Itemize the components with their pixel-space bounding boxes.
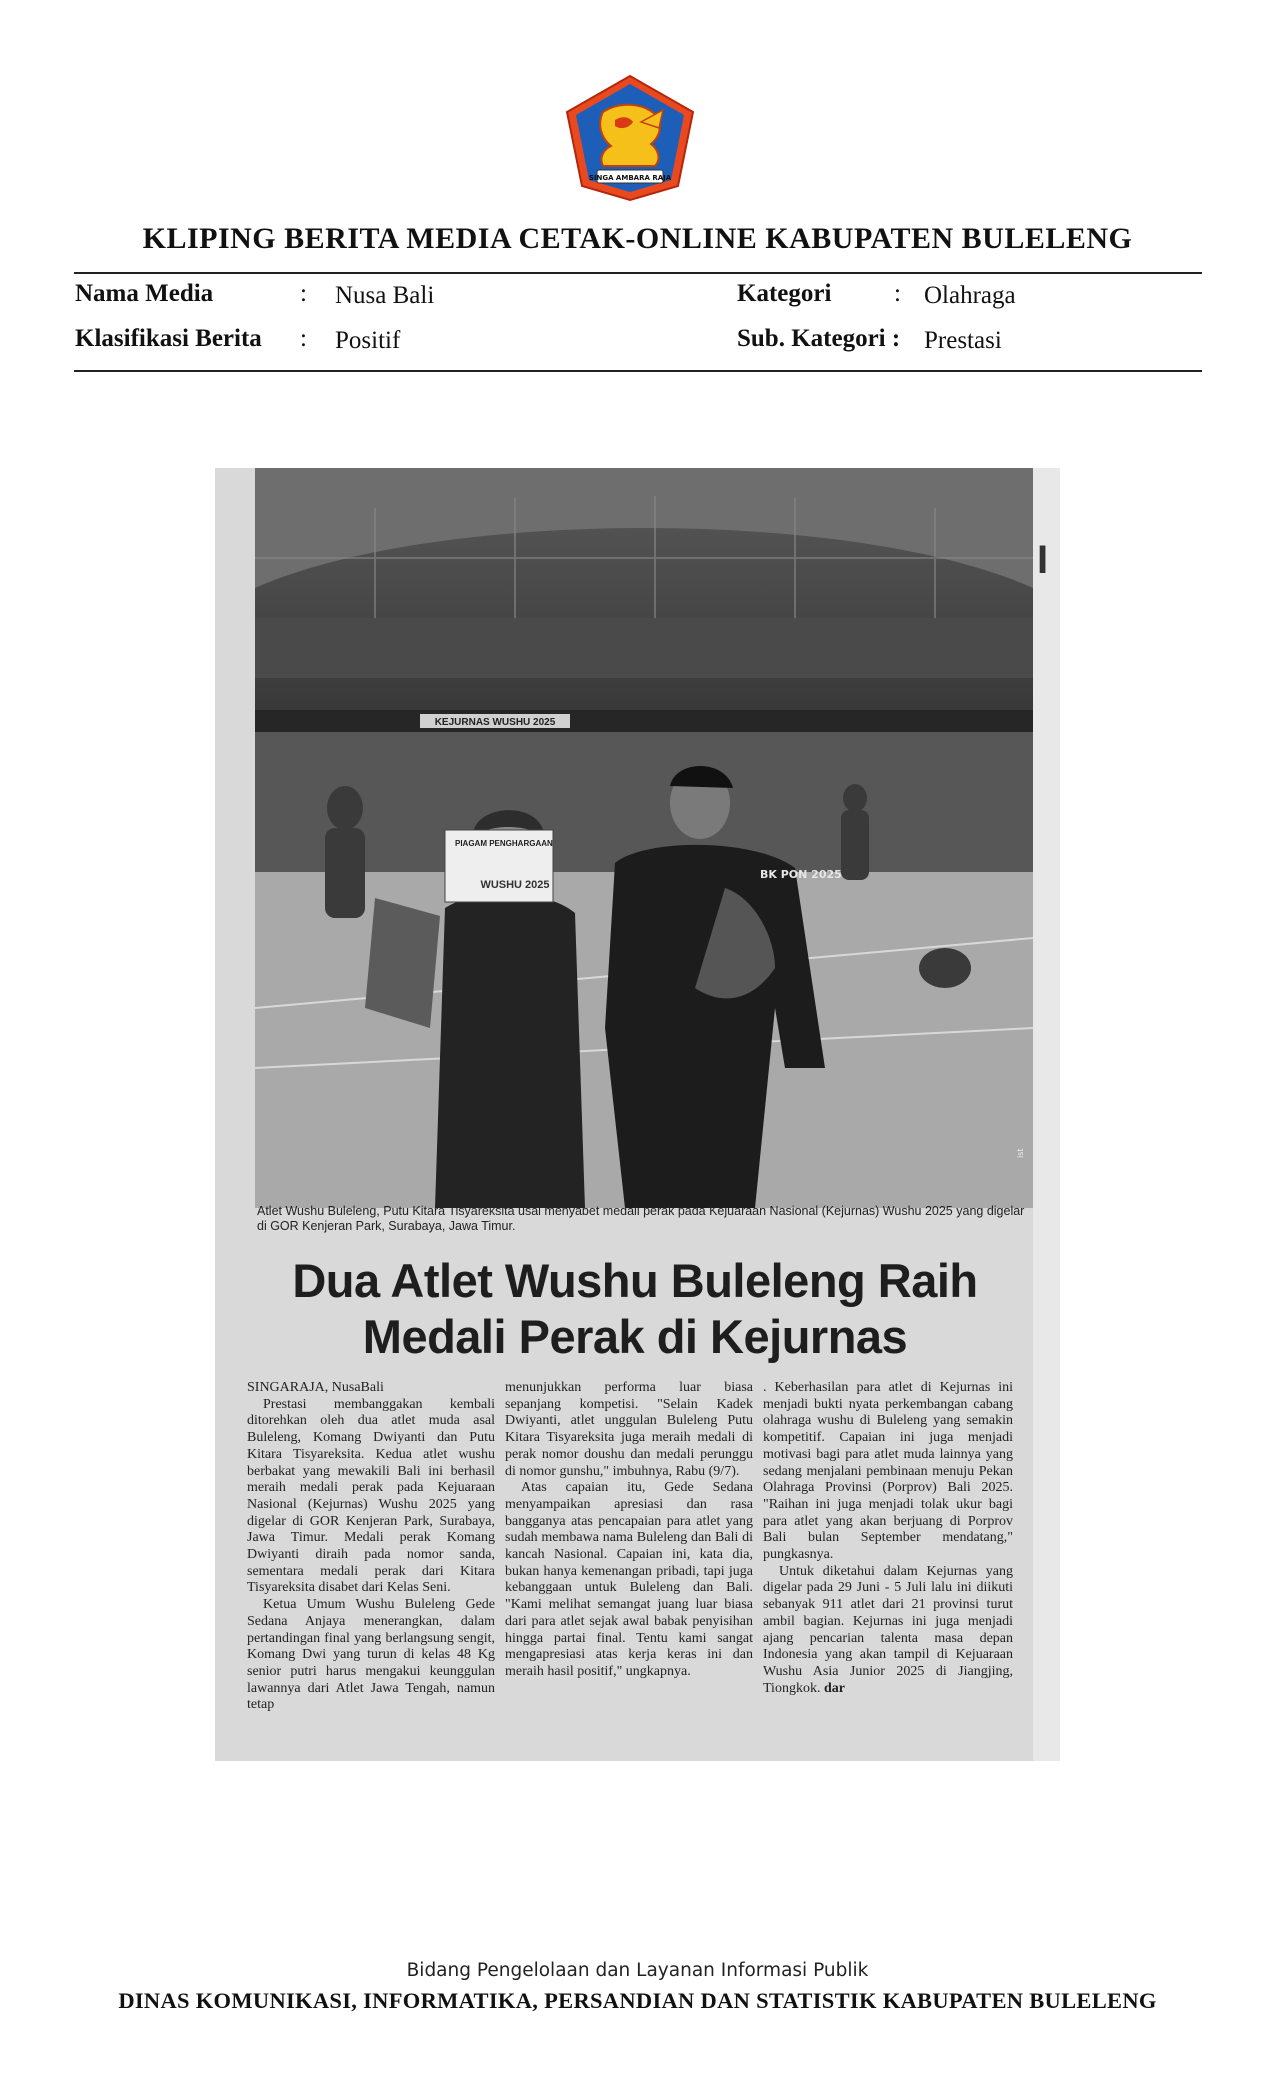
- svg-text:ist: ist: [1016, 1148, 1025, 1158]
- footer-agency: DINAS KOMUNIKASI, INFORMATIKA, PERSANDIAN DAN STATISTIK KABUPATEN BULELENG: [118, 1988, 1157, 2013]
- metadata-left: [75, 280, 675, 370]
- sub-kategori-label: Sub. Kategori :: [737, 325, 901, 352]
- nama-media-label: Nama Media: [75, 280, 214, 307]
- svg-text:SINGA AMBARA RAJA: SINGA AMBARA RAJA: [588, 174, 672, 182]
- article-signoff: dar: [823, 1680, 845, 1696]
- sub-kategori-value: Prestasi: [924, 327, 1002, 354]
- header-divider-bottom: [74, 370, 1202, 372]
- singa-ambara-raja-logo: [563, 74, 697, 202]
- column-3-paragraph-2-text: Untuk diketahui dalam Kejurnas yang digelar pada 29 Juni - 5 Juli lalu ini diikuti sebanyak 911 atlet dari 21 provinsi turut ambil bagian. Kejurnas ini juga menjadi ajang pencarian talenta masa depan Indonesia yang akan tampil di Kejuaraan Wushu Asia Junior 2025 di Jiangjing, Tiongkok.: [763, 1563, 1013, 1696]
- svg-text:PIAGAM PENGHARGAAN: PIAGAM PENGHARGAAN: [455, 839, 553, 848]
- adjacent-article-fragment: I: [1033, 468, 1060, 1761]
- article-headline: [245, 1253, 1025, 1365]
- metadata-right: [737, 280, 1197, 370]
- article-dateline: SINGARAJA, NusaBali: [247, 1380, 384, 1395]
- svg-text:KEJURNAS WUSHU 2025: KEJURNAS WUSHU 2025: [434, 717, 556, 728]
- svg-text:BK PON 2025: BK PON 2025: [760, 868, 842, 881]
- column-2-paragraph-1: menunjukkan performa luar biasa sepanjang kompetisi. "Selain Kadek Dwiyanti, atlet unggulan Buleleng Putu Kitara Tisyareksita juga meraih medali di perak nomor doushu dan medali perunggu di nomor gunshu," imbuhnya, Rabu (9/7).: [505, 1380, 753, 1479]
- article-column-2: [505, 1380, 753, 1752]
- column-2-paragraph-2: Atas capaian itu, Gede Sedana menyampaikan apresiasi dan rasa bangganya atas pencapaian para atlet yang sudah membawa nama Buleleng dan Bali di kancah Nasional. Capaian ini, kata dia, bukan hanya kemenangan pribadi, tapi juga kebanggaan untuk Buleleng dan Bali. "Kami melihat semangat juang luar biasa dari para atlet sejak awal babak penyisihan hingga partai final. Tentu kami sangat mengapresiasi atas kerja keras ini dan meraih hasil positif," ungkapnya.: [505, 1480, 753, 1679]
- footer-department: Bidang Pengelolaan dan Layanan Informasi Publik: [406, 1960, 869, 1981]
- column-3-paragraph-1: . Keberhasilan para atlet di Kejurnas ini menjadi bukti nyata perkembangan cabang olahraga wushu di Buleleng yang semakin kompetitif. Capaian ini juga menjadi motivasi bagi para atlet muda lainnya yang sedang menjalani pembinaan menuju Pekan Olahraga Provinsi (Porprov) Bali 2025. "Raihan ini juga menjadi tolak ukur bagi para atlet yang akan berjuang di Porprov Bali bulan September mendatang," pungkasnya.: [763, 1380, 1013, 1563]
- kategori-label: Kategori: [737, 280, 832, 307]
- nama-media-value: Nusa Bali: [335, 282, 435, 309]
- headline-line-1: Dua Atlet Wushu Buleleng Raih: [292, 1254, 978, 1307]
- column-1-paragraph-1: Prestasi membanggakan kembali ditorehkan oleh dua atlet muda asal Buleleng, Komang Dwiyanti dan Putu Kitara Tisyareksita. Kedua atlet wushu berbakat yang mewakili Bali ini berhasil meraih medali perak pada Kejuaraan Nasional (Kejurnas) Wushu 2025 yang digelar di GOR Kenjeran Park, Surabaya, Jawa Timur. Medali perak Komang Dwiyanti diraih pada nomor sanda, sementara medali perak dari Kitara Tisyareksita disabet dari Kelas Seni.: [247, 1396, 495, 1596]
- klasifikasi-value: Positif: [335, 327, 401, 354]
- klasifikasi-colon: :: [300, 325, 307, 352]
- nama-media-colon: :: [300, 280, 307, 307]
- article-column-3: [763, 1380, 1013, 1752]
- photo-caption: Atlet Wushu Buleleng, Putu Kitara Tisyareksita usai menyabet medali perak pada Kejuaraan Nasional (Kejurnas) Wushu 2025 yang digelar di GOR Kenjeran Park, Surabaya, Jawa Timur.: [257, 1204, 1025, 1233]
- kategori-value: Olahraga: [924, 282, 1016, 309]
- headline-line-2: Medali Perak di Kejurnas: [362, 1310, 908, 1363]
- column-3-paragraph-2: [763, 1564, 1013, 1698]
- article-column-1: [247, 1380, 495, 1752]
- kategori-colon: :: [894, 280, 901, 307]
- column-1-paragraph-2: Ketua Umum Wushu Buleleng Gede Sedana Anjaya menerangkan, dalam pertandingan final yang berlangsung sengit, Komang Dwi yang turun di kelas 48 Kg senior putri harus mengakui keunggulan lawannya dari Atlet Jawa Tengah, namun tetap: [247, 1597, 495, 1713]
- document-title: KLIPING BERITA MEDIA CETAK-ONLINE KABUPATEN BULELENG: [142, 222, 1133, 255]
- article-photo: [255, 468, 1033, 1208]
- klasifikasi-label: Klasifikasi Berita: [75, 325, 262, 352]
- header-divider-top: [74, 272, 1202, 274]
- svg-text:WUSHU 2025: WUSHU 2025: [480, 879, 550, 891]
- newspaper-clipping: [215, 468, 1060, 1761]
